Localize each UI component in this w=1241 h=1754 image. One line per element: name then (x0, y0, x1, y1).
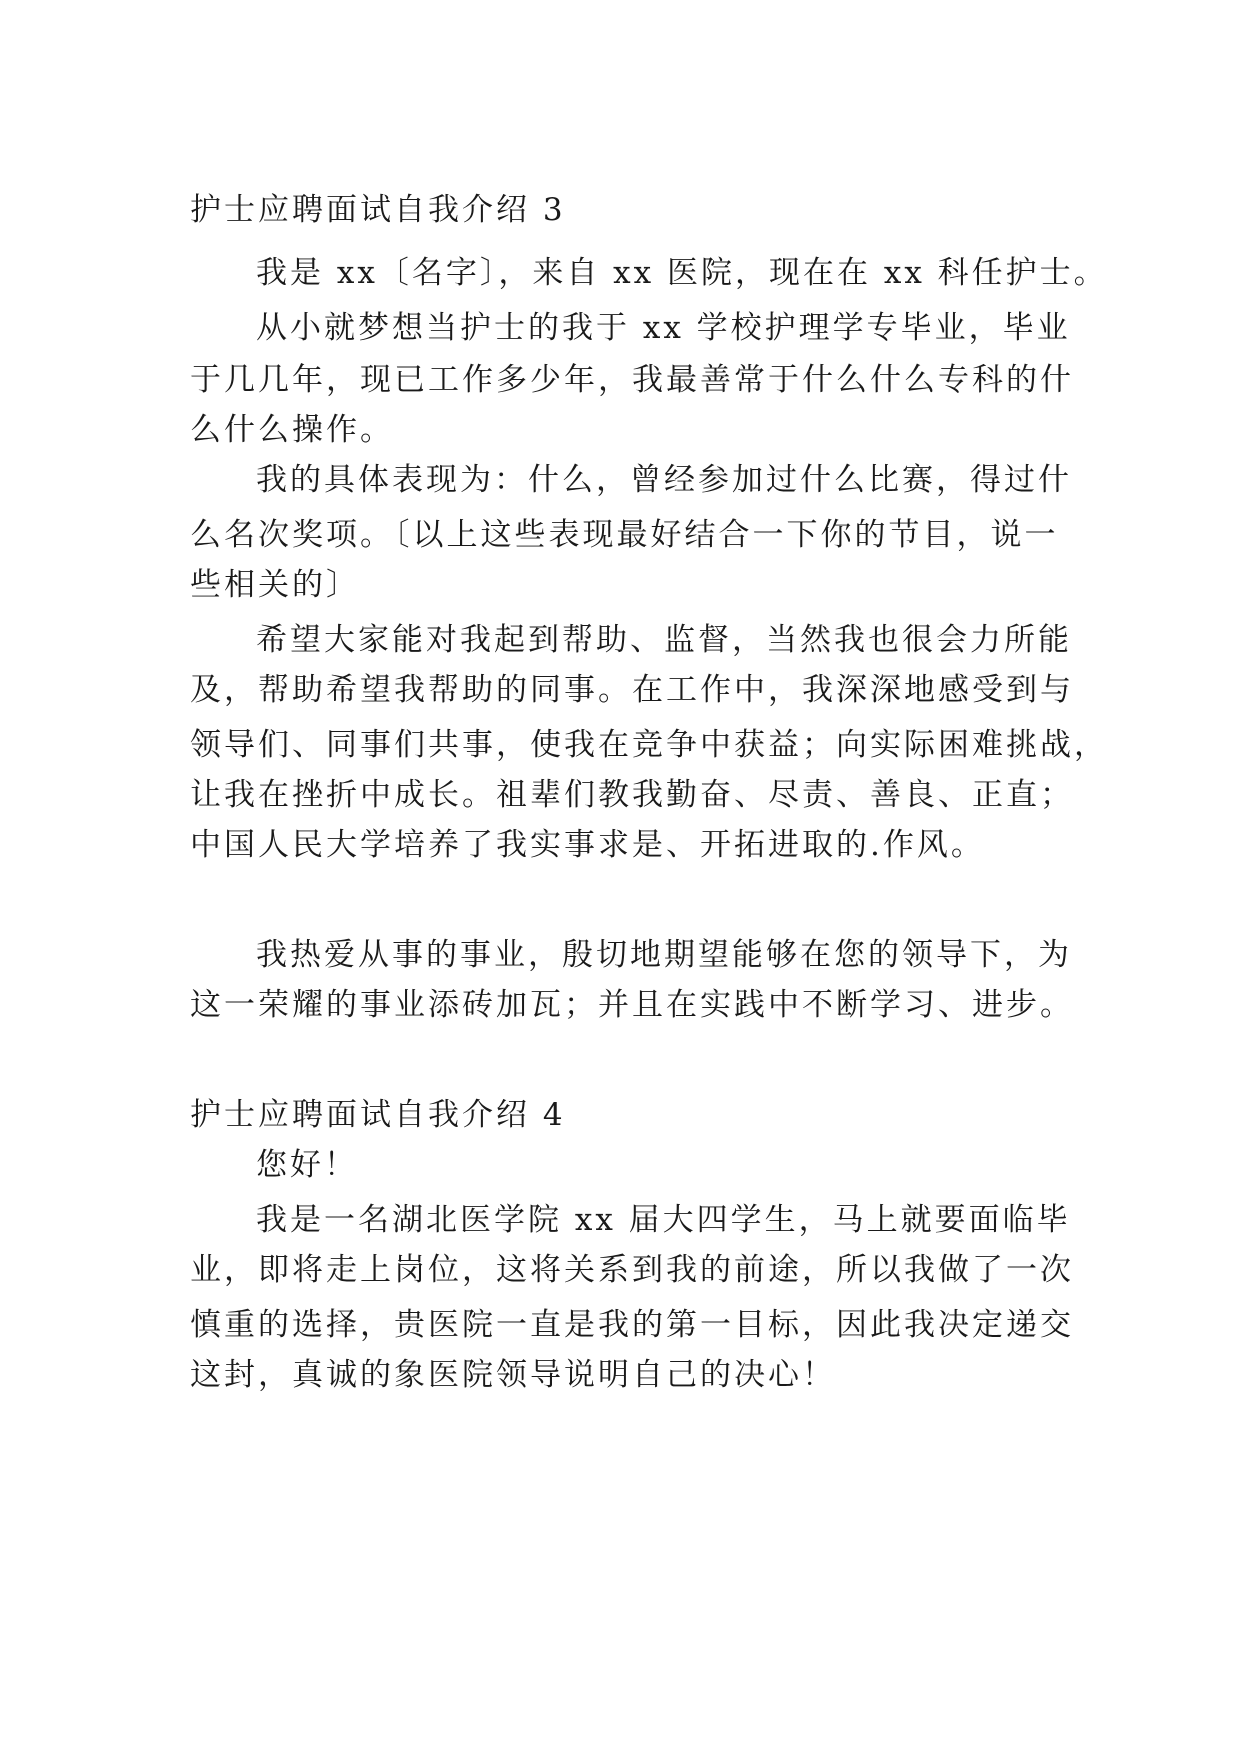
section-4-greeting: 您好！ (256, 1147, 358, 1183)
section-4-paragraph-1-line-3: 慎重的选择，贵医院一直是我的第一目标，因此我决定递交 (190, 1307, 1074, 1343)
section-3-paragraph-3-line-3: 些相关的〕 (190, 567, 360, 603)
section-4-title: 护士应聘面试自我介绍 4 (190, 1097, 566, 1133)
section-3-paragraph-4-line-2: 及，帮助希望我帮助的同事。在工作中，我深深地感受到与 (190, 672, 1074, 708)
section-3-paragraph-4-line-1: 希望大家能对我起到帮助、监督，当然我也很会力所能 (256, 622, 1072, 658)
section-3-paragraph-3-line-2: 么名次奖项。〔以上这些表现最好结合一下你的节目，说一 (190, 517, 1059, 553)
section-4-paragraph-1-line-2: 业，即将走上岗位，这将关系到我的前途，所以我做了一次 (190, 1252, 1074, 1288)
section-3-paragraph-4-line-4: 让我在挫折中成长。祖辈们教我勤奋、尽责、善良、正直； (190, 777, 1074, 813)
section-3-title: 护士应聘面试自我介绍 3 (190, 192, 566, 228)
section-3-paragraph-4-line-3: 领导们、同事们共事，使我在竞争中获益；向实际困难挑战， (190, 727, 1108, 763)
section-3-paragraph-5-line-2: 这一荣耀的事业添砖加瓦；并且在实践中不断学习、进步。 (190, 987, 1074, 1023)
section-3-paragraph-2-line-2: 于几几年，现已工作多少年，我最善常于什么什么专科的什 (190, 362, 1074, 398)
section-3-paragraph-2-line-3: 么什么操作。 (190, 412, 394, 448)
section-3-paragraph-1-line-1: 我是 xx〔名字〕，来自 xx 医院，现在在 xx 科任护士。 (256, 255, 1108, 291)
section-3-paragraph-5-line-1: 我热爱从事的事业，殷切地期望能够在您的领导下，为 (256, 937, 1072, 973)
section-4-paragraph-1-line-4: 这封，真诚的象医院领导说明自己的决心！ (190, 1357, 836, 1393)
section-3-paragraph-2-line-1: 从小就梦想当护士的我于 xx 学校护理学专毕业，毕业 (256, 310, 1071, 346)
section-4-paragraph-1-line-1: 我是一名湖北医学院 xx 届大四学生，马上就要面临毕 (256, 1202, 1071, 1238)
section-3-paragraph-3-line-1: 我的具体表现为：什么，曾经参加过什么比赛，得过什 (256, 462, 1072, 498)
section-3-paragraph-4-line-5: 中国人民大学培养了我实事求是、开拓进取的.作风。 (190, 827, 985, 863)
